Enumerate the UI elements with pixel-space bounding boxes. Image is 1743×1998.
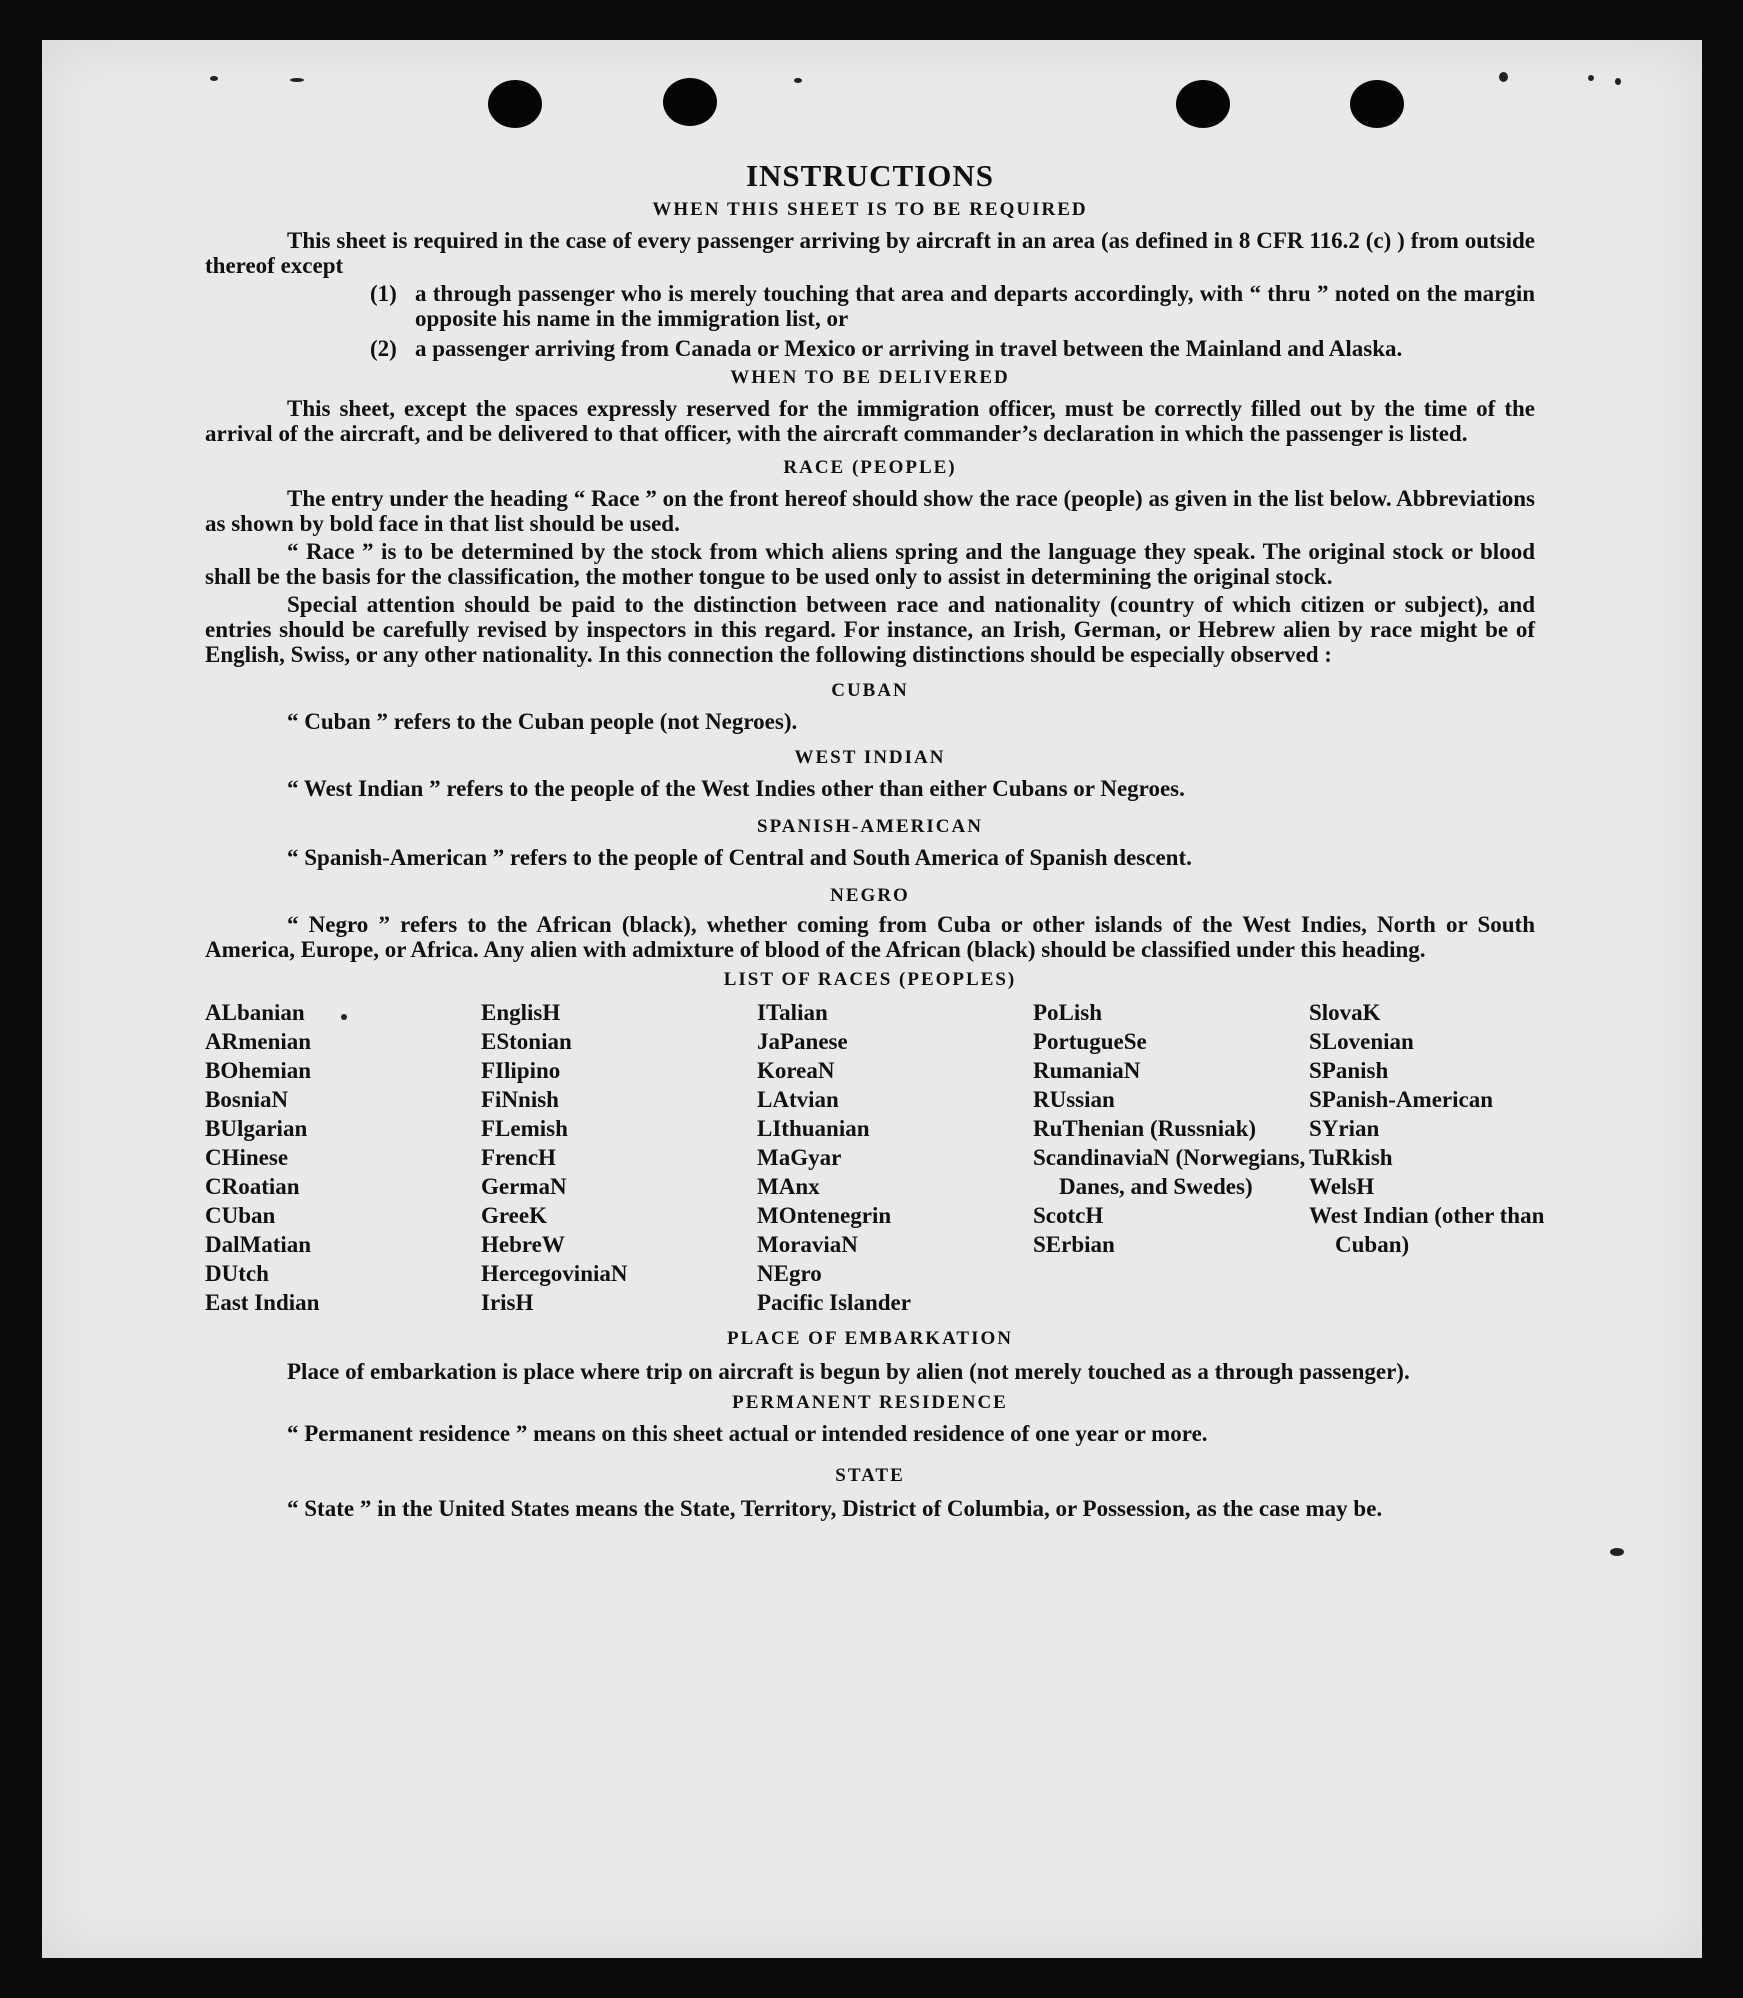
race-entry: RuThenian (Russniak) [1033, 1116, 1257, 1141]
section-heading: PERMANENT RESIDENCE [732, 1392, 1008, 1413]
race-entry: HercegoviniaN [481, 1261, 628, 1286]
item-number: (1) [370, 281, 397, 306]
race-entry: Pacific Islander [757, 1290, 911, 1315]
race-entry: FiNnish [481, 1087, 559, 1112]
punch-hole [488, 80, 542, 128]
section-heading: SPANISH-AMERICAN [757, 816, 983, 837]
section-heading: NEGRO [830, 885, 910, 906]
punch-hole [1176, 80, 1230, 128]
race-entry: RUssian [1033, 1087, 1115, 1112]
speck [1499, 72, 1508, 82]
race-entry: EStonian [481, 1029, 572, 1054]
race-entry: CRoatian [205, 1174, 300, 1199]
races-column [205, 998, 481, 1317]
race-entry: TuRkish [1309, 1145, 1393, 1170]
race-entry: SLovenian [1309, 1029, 1414, 1054]
race-entry: PortugueSe [1033, 1029, 1147, 1054]
race-entry: EnglisH [481, 1000, 561, 1025]
race-entry: CHinese [205, 1145, 289, 1170]
paragraph: “ West Indian ” refers to the people of the West Indies other than either Cubans or Negroes. [287, 776, 1185, 801]
race-entry: MoraviaN [757, 1232, 858, 1257]
race-entry: PoLish [1033, 1000, 1103, 1025]
race-entry: LIthuanian [757, 1116, 870, 1141]
race-entry: JaPanese [757, 1029, 848, 1054]
race-entry: BOhemian [205, 1058, 312, 1083]
race-entry: BUlgarian [205, 1116, 308, 1141]
race-entry: RumaniaN [1033, 1058, 1141, 1083]
punch-hole [1350, 80, 1404, 128]
section-heading: RACE (PEOPLE) [783, 457, 957, 478]
race-entry: DalMatian [205, 1232, 312, 1257]
race-entry: NEgro [757, 1261, 822, 1286]
section-heading: WHEN TO BE DELIVERED [730, 367, 1010, 388]
paragraph: “ Spanish-American ” refers to the people of Central and South America of Spanish descent. [287, 845, 1192, 870]
paragraph: Special attention should be paid to the distinction between race and nationality (country of which citizen or subject), and entries should be carefully revised by inspectors in this regard. For instance, an Irish, German, or Hebrew alien by race might be of English, Swiss, or any other nationality. In this connection the following distinctions should be especially observed : [205, 592, 1535, 667]
race-entry: ScandinaviaN (Norwegians, Danes, and Swedes) [1033, 1145, 1306, 1199]
section-heading: WEST INDIAN [794, 747, 946, 768]
speck [1615, 78, 1621, 85]
race-entry: MOntenegrin [757, 1203, 892, 1228]
item-text: a passenger arriving from Canada or Mexico or arriving in travel between the Mainland and Alaska. [415, 336, 1403, 361]
punch-hole [663, 78, 717, 126]
race-entry: BosniaN [205, 1087, 289, 1112]
race-entry: MAnx [757, 1174, 820, 1199]
paragraph: Place of embarkation is place where trip on aircraft is begun by alien (not merely touched as a through passenger). [287, 1359, 1410, 1384]
race-entry: GreeK [481, 1203, 547, 1228]
paragraph: This sheet is required in the case of every passenger arriving by aircraft in an area (as defined in 8 CFR 116.2 (c) ) from outside thereof except [205, 228, 1535, 278]
speck [1610, 1548, 1624, 1556]
paragraph: The entry under the heading “ Race ” on the front hereof should show the race (people) as given in the list below. Abbreviations as shown by bold face in that list should be used. [205, 486, 1535, 536]
race-entry: GermaN [481, 1174, 567, 1199]
instructions-content [205, 158, 1545, 1524]
races-column [757, 998, 1033, 1317]
paragraph: This sheet, except the spaces expressly reserved for the immigration officer, must be correctly filled out by the time of the arrival of the aircraft, and be delivered to that officer, with the aircraft commander’s declaration in which the passenger is listed. [205, 396, 1535, 446]
race-entry: MaGyar [757, 1145, 842, 1170]
race-entry: HebreW [481, 1232, 565, 1257]
paragraph: “ Permanent residence ” means on this sheet actual or intended residence of one year or more. [287, 1421, 1208, 1446]
paragraph: “ Cuban ” refers to the Cuban people (not Negroes). [287, 709, 798, 734]
section-heading: WHEN THIS SHEET IS TO BE REQUIRED [652, 199, 1088, 220]
race-entry: KoreaN [757, 1058, 835, 1083]
race-entry: WelsH [1309, 1174, 1375, 1199]
speck [290, 78, 304, 82]
races-column [1033, 998, 1309, 1317]
races-column [1309, 998, 1549, 1317]
races-list [205, 998, 1545, 1317]
race-entry: ARmenian [205, 1029, 312, 1054]
speck [210, 76, 218, 81]
race-entry: SlovaK [1309, 1000, 1381, 1025]
race-entry: SPanish [1309, 1058, 1389, 1083]
speck [794, 78, 802, 83]
paragraph: “ State ” in the United States means the State, Territory, District of Columbia, or Possession, as the case may be. [287, 1496, 1383, 1521]
list-item [370, 281, 1535, 331]
races-column [481, 998, 757, 1317]
paragraph: “ Race ” is to be determined by the stock from which aliens spring and the language they speak. The original stock or blood shall be the basis for the classification, the mother tongue to be used only to assist in determining the original stock. [205, 539, 1535, 589]
section-heading: LIST OF RACES (PEOPLES) [723, 969, 1017, 990]
section-heading: STATE [835, 1465, 905, 1486]
race-entry: SPanish-American [1309, 1087, 1493, 1112]
race-entry: FLemish [481, 1116, 568, 1141]
page-title: INSTRUCTIONS [745, 158, 994, 193]
race-entry: FrencH [481, 1145, 556, 1170]
section-heading: PLACE OF EMBARKATION [727, 1328, 1013, 1349]
race-entry: ALbanian [205, 1000, 305, 1025]
race-entry: DUtch [205, 1261, 269, 1286]
paragraph: “ Negro ” refers to the African (black), whether coming from Cuba or other islands of the West Indies, North or South America, Europe, or Africa. Any alien with admixture of blood of the African (black) should be classified under this heading. [205, 912, 1535, 962]
item-number: (2) [370, 336, 397, 361]
race-entry: East Indian [205, 1290, 320, 1315]
race-entry: LAtvian [757, 1087, 839, 1112]
race-entry: SYrian [1309, 1116, 1380, 1141]
race-entry: CUban [205, 1203, 276, 1228]
section-heading: CUBAN [831, 680, 909, 701]
race-entry: SErbian [1033, 1232, 1115, 1257]
item-text: a through passenger who is merely touching that area and departs accordingly, with “ thru ” noted on the margin opposite his name in the immigration list, or [415, 281, 1535, 331]
race-entry: ScotcH [1033, 1203, 1104, 1228]
race-entry: ITalian [757, 1000, 828, 1025]
race-entry: IrisH [481, 1290, 534, 1315]
speck [1588, 75, 1594, 81]
race-entry: FIlipino [481, 1058, 561, 1083]
race-entry: West Indian (other than Cuban) [1309, 1203, 1545, 1257]
list-item [370, 336, 1535, 361]
